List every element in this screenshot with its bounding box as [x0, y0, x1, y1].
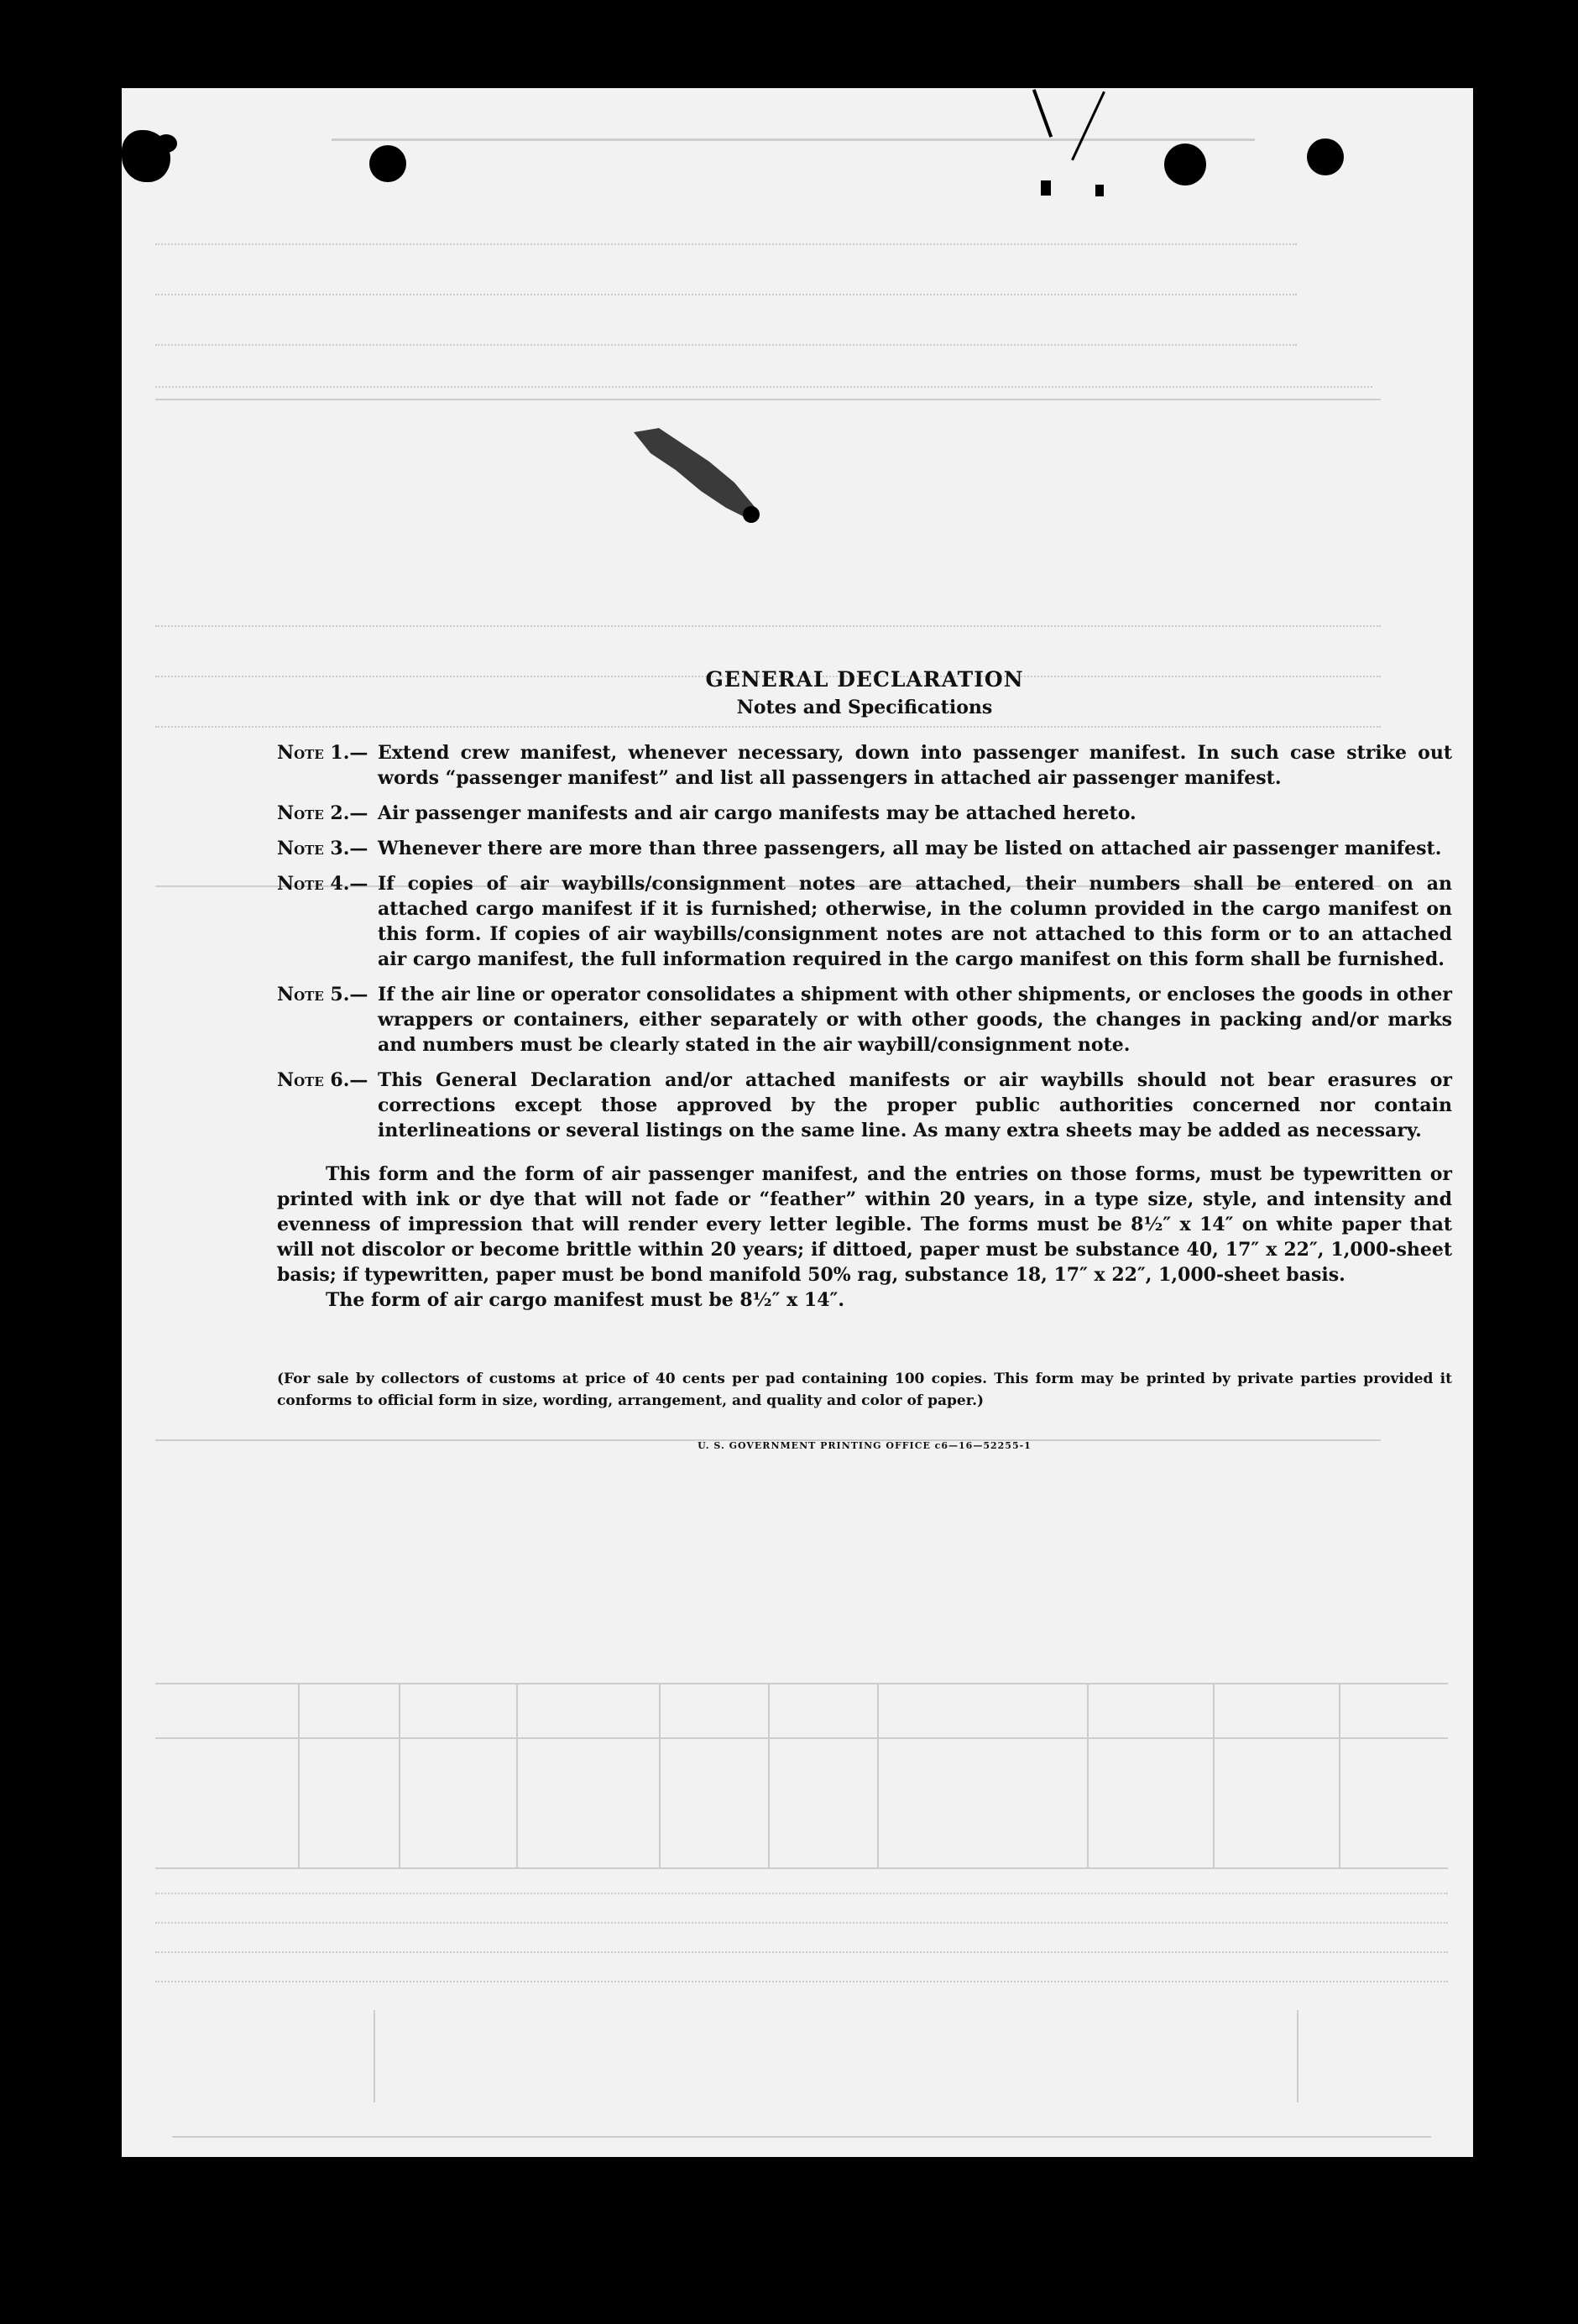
show-through-rule	[1213, 1683, 1215, 1867]
note-4	[277, 871, 1452, 972]
note-text: Whenever there are more than three passengers, all may be listed on attached air passenger manifest.	[378, 838, 1442, 859]
note-text: If the air line or operator consolidates a shipment with other shipments, or encloses the goods in other wrappers or containers, either separately or with other goods, the changes in packing and/or marks and numbers must be clearly stated in the air waybill/consignment note.	[378, 984, 1452, 1056]
show-through-rule	[877, 1683, 879, 1867]
show-through-rule	[298, 1683, 300, 1867]
note-5	[277, 982, 1452, 1058]
show-through-rule	[1339, 1683, 1340, 1867]
note-label: Note 4.—	[277, 873, 368, 895]
show-through-rule	[374, 2010, 375, 2102]
punch-hole	[1164, 144, 1206, 185]
show-through-line	[155, 344, 1297, 346]
form-requirements-paragraph: This form and the form of air passenger manifest, and the entries on those forms, must be typewritten or printed with ink or dye that will not fade or “feather” within 20 years, in a type size, style, and intensity and evenness of impression that will render every letter legible. The forms must be 8½″ x 14″ on white paper that will not discolor or become brittle within 20 years; if dittoed, paper must be substance 40, 17″ x 22″, 1,000-sheet basis; if typewritten, paper must be bond manifold 50% rag, substance 18, 17″ x 22″, 1,000-sheet basis.	[277, 1163, 1452, 1286]
show-through-line	[155, 625, 1381, 627]
note-label: Note 6.—	[277, 1069, 368, 1091]
show-through-rule	[155, 399, 1381, 400]
show-through-rule	[516, 1683, 518, 1867]
show-through-rule	[399, 1683, 400, 1867]
show-through-line	[155, 1951, 1448, 1953]
paper-tear	[1071, 91, 1105, 161]
punch-hole-blot	[155, 134, 177, 153]
note-label: Note 1.—	[277, 742, 368, 764]
show-through-line	[155, 1981, 1448, 1982]
note-text: This General Declaration and/or attached manifests or air waybills should not bear erasures or corrections except those approved by the proper public authorities concerned nor contain interlineations or several listings on the same line. As many extra sheets may be added as necessary.	[378, 1069, 1452, 1141]
show-through-rule	[332, 138, 1255, 141]
paper-tear	[1032, 89, 1053, 138]
show-through-line	[155, 1922, 1448, 1924]
show-through-rule	[768, 1683, 770, 1867]
note-label: Note 5.—	[277, 984, 368, 1005]
sale-notice: (For sale by collectors of customs at price of 40 cents per pad containing 100 copies. This form may be printed by private parties provided it conforms to official form in size, wording, arrangement, and quality and color of paper.)	[277, 1371, 1452, 1409]
punch-hole	[369, 145, 406, 182]
note-text: If copies of air waybills/consignment notes are attached, their numbers shall be entered on an attached cargo manifest if it is furnished; otherwise, in the column provided in the cargo manifest on this form. If copies of air waybills/consignment notes are not attached to this form or to an attached air cargo manifest, the full information required in the cargo manifest on this form shall be furnished.	[378, 873, 1452, 970]
note-1	[277, 740, 1452, 791]
show-through-line	[155, 386, 1372, 388]
show-through-rule	[155, 1737, 1448, 1739]
show-through-line	[155, 243, 1297, 245]
smudge-mark	[625, 415, 776, 533]
note-6	[277, 1068, 1452, 1143]
general-declaration-notes	[277, 667, 1452, 1451]
note-2	[277, 801, 1452, 826]
show-through-line	[155, 294, 1297, 295]
show-through-rule	[172, 2136, 1431, 2138]
cargo-form-size-line: The form of air cargo manifest must be 8½″ x 14″.	[326, 1289, 844, 1311]
page-subtitle: Notes and Specifications	[736, 697, 993, 718]
show-through-rule	[1297, 2010, 1298, 2102]
show-through-rule	[155, 1867, 1448, 1869]
punch-hole	[1307, 138, 1344, 175]
page-title: GENERAL DECLARATION	[705, 667, 1024, 692]
show-through-rule	[155, 1683, 1448, 1684]
ink-spot	[1095, 185, 1104, 196]
printing-office-imprint: U. S. GOVERNMENT PRINTING OFFICE c6—16—52255-1	[698, 1440, 1032, 1451]
note-label: Note 3.—	[277, 838, 368, 859]
ink-spot	[1041, 180, 1051, 196]
note-text: Air passenger manifests and air cargo manifests may be attached hereto.	[378, 802, 1136, 824]
note-3	[277, 836, 1452, 861]
document-page	[122, 88, 1473, 2157]
show-through-rule	[1087, 1683, 1089, 1867]
note-text: Extend crew manifest, whenever necessary, down into passenger manifest. In such case strike out words “passenger manifest” and list all passengers in attached air passenger manifest.	[378, 742, 1452, 789]
show-through-line	[155, 1893, 1448, 1894]
note-label: Note 2.—	[277, 802, 368, 824]
show-through-rule	[659, 1683, 661, 1867]
